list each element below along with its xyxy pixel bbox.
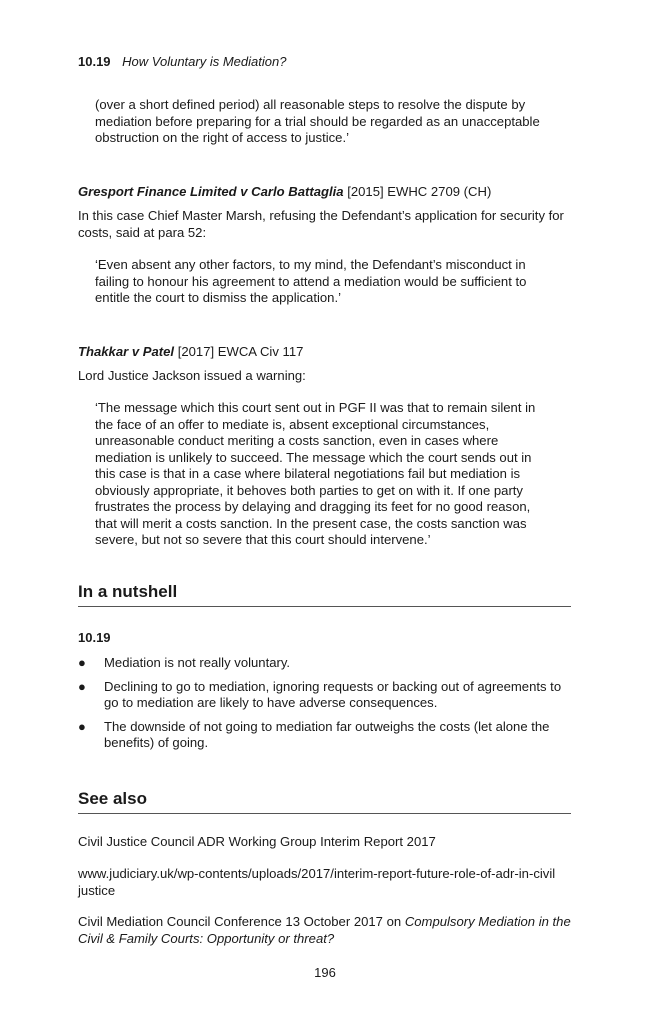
- bullet-text: The downside of not going to mediation far outweighs the costs (let alone the benefits) of going.: [104, 718, 550, 750]
- see-also-item-3-title: Compulsory Mediation in the Civil & Family Courts: Opportunity or threat?: [78, 914, 571, 946]
- case2-intro: Lord Justice Jackson issued a warning:: [78, 368, 306, 383]
- list-item: [78, 719, 573, 752]
- case1-name: Gresport Finance Limited v Carlo Battaglia: [78, 184, 344, 199]
- case2-name: Thakkar v Patel: [78, 344, 175, 359]
- header-title: How Voluntary is Mediation?: [122, 54, 287, 69]
- nutshell-bullet-list: [78, 655, 573, 759]
- bullet-text: Declining to go to mediation, ignoring requests or backing out of agreements to go to mediation are likely to have adverse consequences.: [104, 678, 562, 710]
- bullet-text: Mediation is not really voluntary.: [104, 655, 291, 670]
- case1-quote: ‘Even absent any other factors, to my mind, the Defendant’s misconduct in failing to honour his agreement to attend a mediation would be sufficient to entitle the court to dismiss the application.’: [95, 257, 527, 305]
- bullet-icon: ●: [78, 678, 86, 694]
- see-also-item-2: www.judiciary.uk/wp-contents/uploads/2017/interim-report-future-role-of-adr-in-civil justice: [78, 866, 556, 898]
- case1-citation: [2015] EWHC 2709 (CH): [343, 184, 492, 199]
- nutshell-subheading: 10.19: [78, 630, 111, 645]
- see-also-item-3-prefix: Civil Mediation Council Conference 13 October 2017 on: [78, 914, 405, 929]
- case2-heading: [78, 344, 303, 361]
- see-also-heading: See also: [78, 789, 571, 814]
- case2-citation: [2017] EWCA Civ 117: [174, 344, 304, 359]
- running-header: [78, 54, 286, 70]
- see-also-item-3: [78, 914, 573, 947]
- header-section-number: 10.19: [78, 54, 111, 69]
- case1-intro: In this case Chief Master Marsh, refusing the Defendant’s application for security for costs, said at para 52:: [78, 208, 564, 240]
- list-item: [78, 679, 573, 712]
- see-also-item-1: Civil Justice Council ADR Working Group Interim Report 2017: [78, 834, 436, 849]
- intro-quote: (over a short defined period) all reasonable steps to resolve the dispute by mediation before preparing for a trial should be regarded as an unacceptable obstruction on the right of access to justice.’: [95, 97, 540, 145]
- bullet-icon: ●: [78, 718, 86, 734]
- case2-quote: ‘The message which this court sent out in PGF II was that to remain silent in the face of an offer to mediate is, absent exceptional circumstances, unreasonable conduct meriting a costs sanction, even in cases where mediation is unlikely to succeed. The message which the court sends out in this case is that in a case where bilateral negotiations fail but mediation is obviously appropriate, it behoves both parties to get on with it. If one party frustrates the process by delaying and dragging its feet for no good reason, that will merit a costs sanction. In the present case, the costs sanction was severe, but not so severe that this court should intervene.’: [95, 400, 536, 547]
- list-item: [78, 655, 573, 672]
- case1-heading: [78, 184, 491, 201]
- nutshell-heading: In a nutshell: [78, 582, 571, 607]
- page-number: 196: [314, 965, 336, 980]
- bullet-icon: ●: [78, 655, 86, 670]
